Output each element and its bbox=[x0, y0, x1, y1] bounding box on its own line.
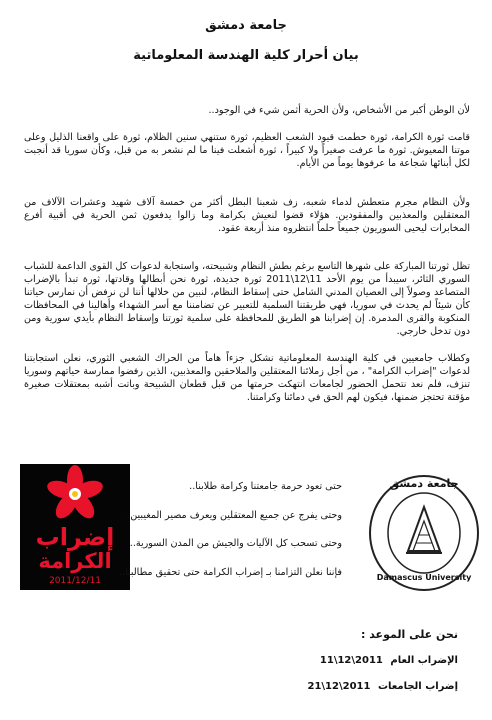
statement-title: بيان أحرار كلية الهندسة المعلوماتية bbox=[133, 48, 359, 63]
paragraph-revolution: قامت ثورة الكرامة، ثورة حطمت قيود الشعب العظيم، ثورة ستنهي سنين الظلام، ثورة على واقعنا الذليل وعلى موتنا المعيوش. ثورة ما عرفت صغيراً ولا كبيراً ، ثورة أشعلت فينا ما لم نشعر به من قبل، وكأن سوريا قد أنجبت لكل أبنائها شجاعة ما عرفوها يوماً من الأيام. bbox=[24, 132, 470, 169]
paragraph-strike: تظل ثورتنا المباركة على شهرها التاسع برغم بطش النظام وشبيحته، واستجابة لدعوات كل القوى الداعمة للشباب السوري الثائر، سيبدأ من يوم الأحد 11\12\2011 ثورة جديدة، ثورة نحن أبطالها وقادتها، ثورة تبدأ بالإضراب المتصاعد وصولاً إلى العصيان المدني الشامل حتى إسقاط النظام، لنبين من خلالها أننا لن نرفض أن نمارس حياتنا كأن شيئاً لم يحدث في سوريا، فهي طريقتنا السلمية للتعبير عن تضامننا مع أسر الشهداء وأهالينا في المحافظات المنكوبة والقرى المدمرة. إن إضرابنا هو الطريق للمحافظة على سلمية ثورتنا وإسقاط النظام بأيدي سورية ومن دون تدخل خارجي. bbox=[24, 261, 471, 337]
seal-arabic-text: جامعة دمشق bbox=[389, 477, 459, 490]
schedule-item bbox=[320, 654, 458, 667]
schedule-item-date: 21\12\2011 bbox=[307, 681, 371, 692]
logo-date: 2011/12/11 bbox=[49, 576, 101, 586]
logo-word-strike: إضراب bbox=[35, 523, 115, 551]
logo-word-dignity: الكرامة bbox=[38, 549, 112, 573]
condition-line: وحتى تسحب كل الآليات والجيش من المدن السورية.. bbox=[129, 538, 342, 549]
paragraph-martyrs: ولأن النظام مجرم متعطش لدماء شعبه، زف شعبنا البطل أكثر من خمسة آلاف شهيد وعشرات الآلاف من المعتقلين والمعذبين والمفقودين. هؤلاء قضوا لنعيش بكرامة وما زالوا يدفعون ثمن الحرية في أقبية أفرع المخابرات ليحيى السوريون جميعاً حلماً انتظروه منذ أربعة عقود. bbox=[24, 197, 470, 234]
schedule-item bbox=[307, 680, 458, 693]
condition-line: فإننا نعلن التزامنا بـ إضراب الكرامة حتى تحقيق مطالبنا.. bbox=[118, 567, 342, 578]
condition-line: وحتى يفرج عن جميع المعتقلين ويعرف مصير المغيبين.. bbox=[124, 510, 342, 521]
schedule-item-label: الإضراب العام bbox=[390, 655, 458, 666]
condition-line: حتى تعود حرمة جامعتنا وكرامة طلابنا.. bbox=[189, 481, 342, 492]
seal-english-text: Damascus University bbox=[376, 573, 472, 582]
university-name: جامعة دمشق bbox=[205, 18, 287, 33]
schedule-heading: نحن على الموعد : bbox=[360, 628, 458, 641]
dignity-strike-logo bbox=[20, 464, 130, 590]
schedule-item-date: 11\12\2011 bbox=[319, 655, 383, 666]
paragraph-students: وكطلاب جامعيين في كلية الهندسة المعلوماتية نشكل جزءاً هاماً من الحراك الشعبي الثوري، نعلن استجابتنا لدعوات "إضراب الكرامة" ، من أجل زملائنا المعتقلين والملاحقين والمعذبين، الذين رفضوا ممارسة حياتهم وسوريا تنزف، فلم نعد نتحمل الحضور لجامعات انتهكت حرمتها من قبل قطعان الشبيحة وباتت أشبه بمعتقلات صغيرة مؤقتة تحتجز ضمنها، فيكون لهم الحق في دمائنا وكرامتنا. bbox=[24, 353, 470, 403]
schedule-item-label: إضراب الجامعات bbox=[377, 681, 458, 692]
paragraph-intro: لأن الوطن أكبر من الأشخاص، ولأن الحرية أثمن شيء في الوجود.. bbox=[208, 105, 470, 116]
damascus-university-seal bbox=[366, 473, 482, 593]
